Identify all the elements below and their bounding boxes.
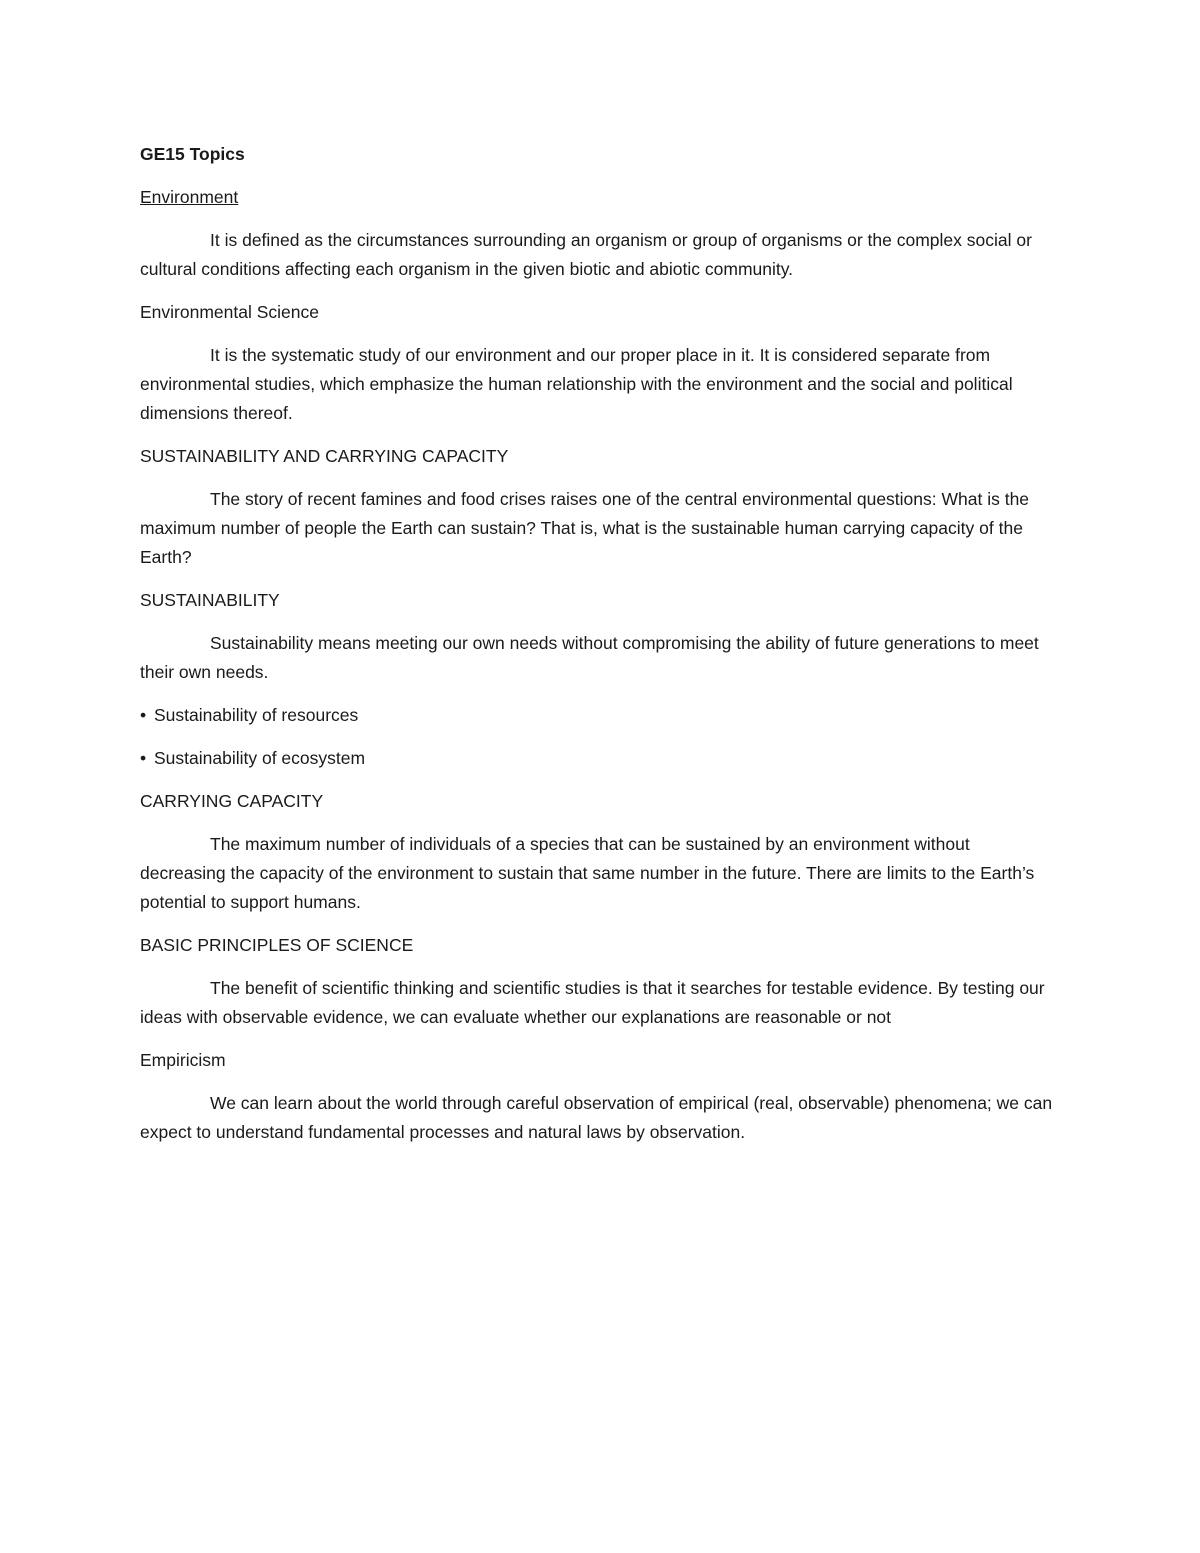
bullet-item [140, 744, 1060, 773]
heading-empiricism: Empiricism [140, 1050, 226, 1070]
heading-basic-principles-of-science: BASIC PRINCIPLES OF SCIENCE [140, 935, 414, 955]
paragraph-environmental-science: It is the systematic study of our environment and our proper place in it. It is considered separate from environmental studies, which emphasize the human relationship with the environment and the social and political dimensions thereof. [140, 345, 1013, 423]
heading-environmental-science: Environmental Science [140, 302, 319, 322]
paragraph-sustainability: Sustainability means meeting our own needs without compromising the ability of future generations to meet their own needs. [140, 633, 1039, 682]
paragraph-basic-principles-of-science: The benefit of scientific thinking and scientific studies is that it searches for testable evidence. By testing our ideas with observable evidence, we can evaluate whether our explanations are reasonable or not [140, 978, 1045, 1027]
paragraph-empiricism: We can learn about the world through careful observation of empirical (real, observable) phenomena; we can expect to understand fundamental processes and natural laws by observation. [140, 1093, 1053, 1142]
document-content [140, 140, 1060, 1161]
paragraph-carrying-capacity: The maximum number of individuals of a species that can be sustained by an environment without decreasing the capacity of the environment to sustain that same number in the future. There are limits to the Earth’s potential to support humans. [140, 834, 1035, 912]
bullet-text: Sustainability of ecosystem [154, 748, 366, 768]
bullet-icon: • [140, 748, 147, 768]
heading-sustainability-and-carrying-capacity: SUSTAINABILITY AND CARRYING CAPACITY [140, 446, 509, 466]
bullet-text: Sustainability of resources [154, 705, 359, 725]
bullet-item [140, 701, 1060, 730]
heading-sustainability: SUSTAINABILITY [140, 590, 280, 610]
paragraph-sustainability-and-carrying-capacity: The story of recent famines and food crises raises one of the central environmental questions: What is the maximum number of people the Earth can sustain? That is, what is the sustainable human carrying capacity of the Earth? [140, 489, 1030, 567]
bullet-icon: • [140, 705, 147, 725]
document-title: GE15 Topics [140, 144, 245, 164]
paragraph-environment: It is defined as the circumstances surrounding an organism or group of organisms or the complex social or cultural conditions affecting each organism in the given biotic and abiotic community. [140, 230, 1032, 279]
heading-environment: Environment [140, 187, 239, 207]
heading-carrying-capacity: CARRYING CAPACITY [140, 791, 324, 811]
